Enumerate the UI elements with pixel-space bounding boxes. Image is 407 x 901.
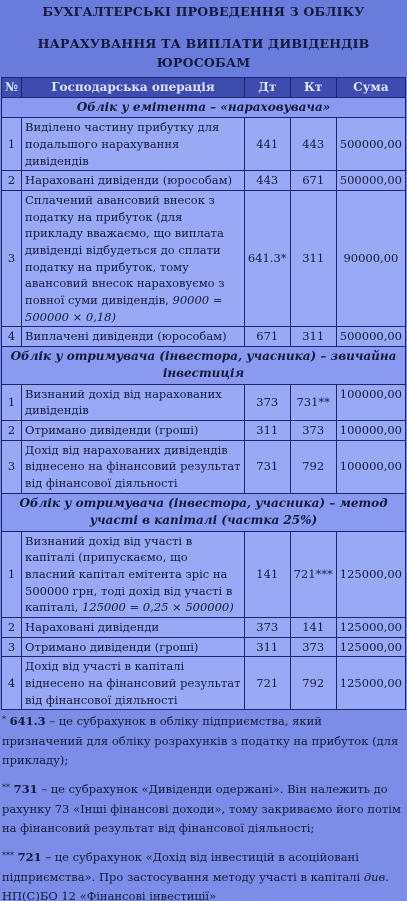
row-debit: 671 xyxy=(244,327,290,347)
table-row xyxy=(2,384,406,420)
section-heading: Облік у отримувача (інвестора, учасника) – метод участі в капіталі (частка 25%) xyxy=(2,493,406,531)
row-sum: 125000,00 xyxy=(336,617,405,637)
table-row xyxy=(2,637,406,657)
row-sum: 100000,00 xyxy=(336,421,405,441)
footnote-code: 721 xyxy=(17,850,42,865)
row-sum: 125000,00 xyxy=(336,531,405,617)
row-credit: 373 xyxy=(290,421,336,441)
footnote-code: 731 xyxy=(13,782,38,797)
row-debit: 141 xyxy=(244,531,290,617)
row-num: 1 xyxy=(2,118,22,171)
row-num: 2 xyxy=(2,421,22,441)
footnote xyxy=(2,712,404,770)
footnote-code: 641.3 xyxy=(9,714,46,729)
col-header-debit: Дт xyxy=(244,77,290,97)
footnotes xyxy=(0,710,407,901)
row-debit: 443 xyxy=(244,171,290,191)
row-debit: 441 xyxy=(244,118,290,171)
footnote-text: – це субрахунок в обліку підприємства, який призначений для обліку розрахунків з податку на прибуток (для прикладу); xyxy=(2,714,399,767)
row-num: 1 xyxy=(2,384,22,420)
row-sum: 500000,00 xyxy=(336,327,405,347)
section-heading: Облік у емітента – «нараховувача» xyxy=(2,97,406,117)
row-num: 1 xyxy=(2,531,22,617)
table-row xyxy=(2,171,406,191)
row-num: 4 xyxy=(2,327,22,347)
row-num: 3 xyxy=(2,190,22,326)
col-header-sum: Сума xyxy=(336,77,405,97)
row-operation xyxy=(22,531,245,617)
row-debit: 311 xyxy=(244,421,290,441)
title-line-2: НАРАХУВАННЯ ТА ВИПЛАТИ ДИВІДЕНДІВ ЮРОСОБАМ xyxy=(37,36,370,70)
row-sum: 500000,00 xyxy=(336,171,405,191)
row-operation: Нараховані дивіденди (юрособам) xyxy=(22,171,245,191)
footnote-text: – це субрахунок «Дивіденди одержані». Він належить до рахунку 73 «Інші фінансові доходи», тому закриваємо його потім на фінансовий результат від фінансової діяльності; xyxy=(2,782,401,835)
row-debit: 373 xyxy=(244,617,290,637)
document-title xyxy=(0,0,407,77)
row-operation-formula: 90000 = 500000 × 0,18) xyxy=(25,293,223,324)
row-num: 3 xyxy=(2,440,22,493)
row-sum: 500000,00 xyxy=(336,118,405,171)
table-row xyxy=(2,327,406,347)
row-debit: 373 xyxy=(244,384,290,420)
table-row xyxy=(2,190,406,326)
row-credit: 443 xyxy=(290,118,336,171)
section-heading: Облік у отримувача (інвестора, учасника) – звичайна інвестиція xyxy=(2,347,406,385)
row-debit: 311 xyxy=(244,637,290,657)
row-credit: 671 xyxy=(290,171,336,191)
footnote xyxy=(2,848,404,901)
row-sum: 90000,00 xyxy=(336,190,405,326)
table-row xyxy=(2,617,406,637)
row-num: 2 xyxy=(2,171,22,191)
row-operation: Дохід від участі в капіталі віднесено на фінансовий результат від фінансової діяльності xyxy=(22,657,245,710)
row-num: 4 xyxy=(2,657,22,710)
row-num: 2 xyxy=(2,617,22,637)
row-operation: Дохід від нарахованих дивідендів віднесено на фінансовий результат від фінансової діяльності xyxy=(22,440,245,493)
row-credit: 311 xyxy=(290,190,336,326)
table-row xyxy=(2,657,406,710)
footnote-mark: *** xyxy=(2,851,14,861)
section-heading-row xyxy=(2,97,406,117)
row-num: 3 xyxy=(2,637,22,657)
row-operation: Отримано дивіденди (гроші) xyxy=(22,637,245,657)
row-operation: Виплачені дивіденди (юрособам) xyxy=(22,327,245,347)
row-credit: 373 xyxy=(290,637,336,657)
row-operation-formula: 125000 = 0,25 × 500000) xyxy=(81,600,234,615)
table-row xyxy=(2,531,406,617)
footnote-tail: НП(С)БО 12 «Фінансові інвестиції» xyxy=(2,888,217,901)
table-row xyxy=(2,421,406,441)
table-row xyxy=(2,440,406,493)
row-credit: 311 xyxy=(290,327,336,347)
row-credit: 731** xyxy=(290,384,336,420)
footnote-mark: ** xyxy=(2,783,10,793)
table-row xyxy=(2,118,406,171)
row-operation: Визнаний дохід від нарахованих дивідендів xyxy=(22,384,245,420)
row-operation: Виділено частину прибутку для подальшого нарахування дивідендів xyxy=(22,118,245,171)
footnote-mark: * xyxy=(2,715,6,725)
footnote-text: – це субрахунок «Дохід від інвестицій в асоційовані підприємства». Про застосування методу участі в капіталі xyxy=(2,850,364,884)
row-operation-text: Сплачений авансовий внесок з податку на прибуток (для прикладу вважаємо, що виплата дивіденді відбудеться до сплати податку на прибуток, тому авансовий внесок нараховуємо з повної суми дивідендів, xyxy=(25,192,225,307)
row-sum: 100000,00 xyxy=(336,440,405,493)
row-operation: Отримано дивіденди (гроші) xyxy=(22,421,245,441)
row-sum: 100000,00 xyxy=(336,384,405,420)
section-heading-row xyxy=(2,493,406,531)
row-operation-text: Визнаний дохід від участі в капіталі (припускаємо, що власний капітал емітента зріс на 500000 грн, тоді дохід від участі в капіталі, xyxy=(25,533,233,615)
title-line-1: БУХГАЛТЕРСЬКІ ПРОВЕДЕННЯ З ОБЛІКУ xyxy=(42,4,365,19)
footnote-italic: див. xyxy=(363,869,389,884)
row-operation xyxy=(22,190,245,326)
row-debit: 721 xyxy=(244,657,290,710)
row-debit: 731 xyxy=(244,440,290,493)
row-credit: 792 xyxy=(290,440,336,493)
row-operation: Нараховані дивіденди xyxy=(22,617,245,637)
row-debit: 641.3* xyxy=(244,190,290,326)
row-credit: 792 xyxy=(290,657,336,710)
footnote xyxy=(2,780,404,838)
section-heading-row xyxy=(2,347,406,385)
row-sum: 125000,00 xyxy=(336,637,405,657)
col-header-credit: Кт xyxy=(290,77,336,97)
table-header-row xyxy=(2,77,406,97)
row-credit: 721*** xyxy=(290,531,336,617)
row-credit: 141 xyxy=(290,617,336,637)
col-header-num: № xyxy=(2,77,22,97)
row-sum: 125000,00 xyxy=(336,657,405,710)
entries-table xyxy=(1,77,406,711)
col-header-operation: Господарська операція xyxy=(22,77,245,97)
